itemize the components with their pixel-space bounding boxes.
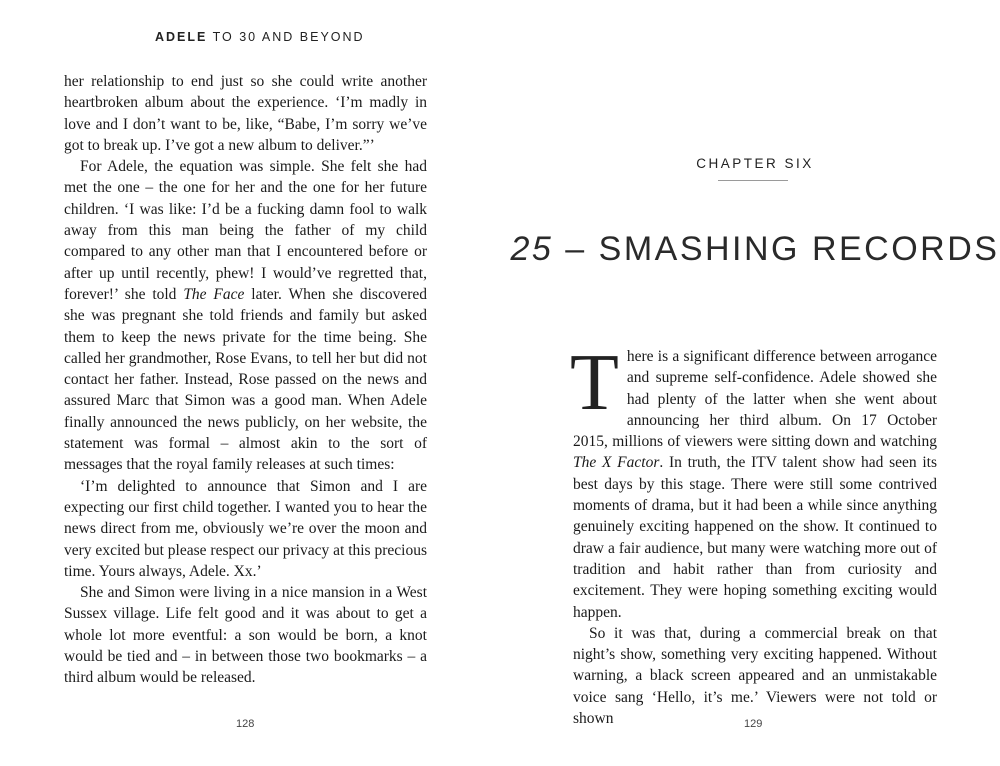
chapter-divider [718, 180, 788, 181]
paragraph [64, 156, 427, 475]
running-head-author: ADELE [155, 30, 208, 44]
right-page [500, 0, 1000, 766]
paragraph-text: later. When she discovered she was pregnant she told friends and family but asked them to keep the news private for the time being. She called her grandmother, Rose Evans, to tell her but did not contact her father. Instead, Rose passed on the news and assured Marc that Simon was a good man. When Adele finally announced the news publicly, on her website, the statement was formal – almost akin to the sort of messages that the royal family releases at such times: [64, 285, 427, 474]
chapter-title-text: – SMASHING RECORDS [553, 229, 1000, 268]
chapter-title [500, 228, 1000, 271]
publication-title: The Face [183, 285, 245, 303]
page-number: 128 [236, 718, 255, 730]
paragraph-text: . In truth, the ITV talent show had seen its best days by this stage. There were still some contrived moments of drama, but it had been a while since anything genuinely exciting happened on the show. It continued to draw a fair audience, but many were watching more out of tradition and habit rather than from curiosity and excitement. They were hoping something exciting would happen. [573, 454, 938, 621]
chapter-number: 25 [510, 229, 554, 268]
paragraph: her relationship to end just so she could write another heartbroken album about the experience. ‘I’m madly in love and I don’t want to be, like, “Babe, I’m sorry we’ve got to break up. I’ve got a new album to deliver.”’ [64, 73, 427, 154]
paragraph: So it was that, during a commercial break on that night’s show, something very exciting happened. Without warning, a black screen appeared and an unmistakable voice sang ‘Hello, it’s me.’ Viewers were not told or shown [573, 624, 937, 728]
paragraph-text: here is a significant difference between arrogance and supreme self-confidence. Adele showed she had plenty of the latter when she went about announcing her third album. On 17 October 2015, millions of viewers were sitting down and watching [573, 348, 937, 451]
left-body-text [64, 71, 427, 689]
chapter-label: CHAPTER SIX [696, 156, 814, 171]
page-number: 129 [744, 718, 763, 730]
paragraph-text: For Adele, the equation was simple. She felt she had met the one – the one for her and the one for her future children. ‘I was like: I’d be a fucking damn fool to walk away from this man being the father of my child compared to any other man that I encountered before or after up until recently, phew! I would’ve regretted that, forever!’ she told [64, 158, 427, 303]
paragraph: She and Simon were living in a nice mansion in a West Sussex village. Life felt good and it was about to get a whole lot more eventful: a son would be born, a knot would be tied and – in between those two bookmarks – a third album would be released. [64, 584, 427, 687]
running-head [155, 30, 365, 44]
right-body-text [570, 339, 938, 729]
running-head-title: TO 30 AND BEYOND [207, 30, 365, 44]
show-title: The X Factor [573, 454, 660, 472]
opening-paragraph [570, 339, 938, 623]
drop-cap: T [570, 339, 619, 427]
quoted-statement: ‘I’m delighted to announce that Simon and I are expecting our first child together. I wanted you to hear the news direct from me, obviously we’re over the moon and very excited but please respect our privacy at this precious time. Yours always, Adele. Xx.’ [64, 477, 427, 580]
